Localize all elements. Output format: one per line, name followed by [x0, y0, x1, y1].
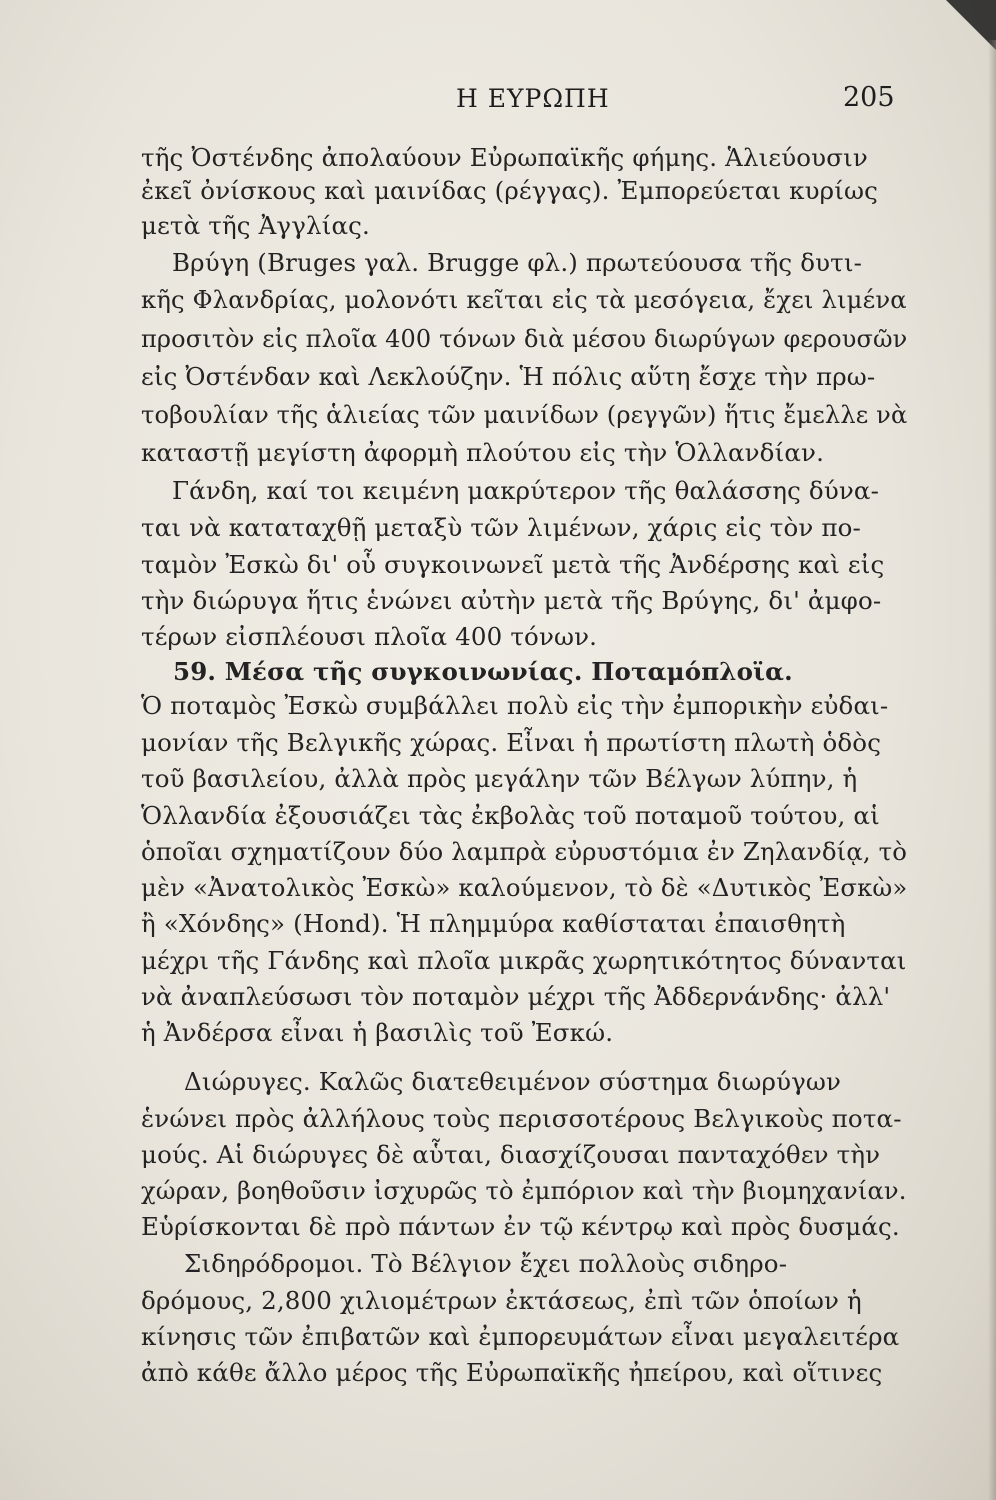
text-line: Εὑρίσκονται δὲ πρὸ πάντων ἐν τῷ κέντρῳ καὶ πρὸς δυσμάς.	[141, 1212, 900, 1241]
text-line: ταμὸν Ἐσκὼ δι' οὗ συγκοινωνεῖ μετὰ τῆς Ἀνδέρσης καὶ εἰς	[141, 550, 885, 579]
text-line: τὴν διώρυγα ἥτις ἑνώνει αὐτὴν μετὰ τῆς Βρύγης, δι' ἀμφο-	[141, 586, 882, 615]
text-line: ται νὰ καταταχθῇ μεταξὺ τῶν λιμένων, χάρις εἰς τὸν πο-	[141, 513, 861, 542]
text-line: χώραν, βοηθοῦσιν ἰσχυρῶς τὸ ἐμπόριον καὶ τὴν βιομηχανίαν.	[141, 1176, 907, 1205]
text-line: εἰς Ὀστένδαν καὶ Λεκλούζην. Ἡ πόλις αὕτη ἔσχε τὴν πρω-	[141, 362, 876, 391]
page-number: 205	[843, 82, 895, 113]
section-heading: 59. Μέσα τῆς συγκοινωνίας. Ποταμόπλοϊα.	[173, 657, 793, 686]
text-line: ἢ «Χόνδης» (Hond). Ἡ πλημμύρα καθίσταται ἐπαισθητὴ	[141, 909, 846, 938]
text-line: τῆς Ὀστένδης ἀπολαύουν Εὐρωπαϊκῆς φήμης. Ἁλιεύουσιν	[141, 143, 868, 172]
text-line: Γάνδη, καί τοι κειμένη μακρύτερον τῆς θαλάσσης δύνα-	[172, 476, 880, 505]
text-line: Σιδηρόδρομοι. Τὸ Βέλγιον ἔχει πολλοὺς σιδηρο-	[184, 1249, 788, 1278]
text-line: μετὰ τῆς Ἀγγλίας.	[141, 211, 370, 240]
text-line: ἑνώνει πρὸς ἀλλήλους τοὺς περισσοτέρους Βελγικοὺς ποτα-	[141, 1104, 902, 1133]
text-line: προσιτὸν εἰς πλοῖα 400 τόνων διὰ μέσου διωρύγων φερουσῶν	[141, 324, 908, 353]
text-line: ἐκεῖ ὀνίσκους καὶ μαινίδας (ρέγγας). Ἐμπορεύεται κυρίως	[141, 176, 878, 205]
text-line: ἡ Ἀνδέρσα εἶναι ἡ βασιλὶς τοῦ Ἐσκώ.	[141, 1018, 614, 1047]
text-line: τοῦ βασιλείου, ἀλλὰ πρὸς μεγάλην τῶν Βέλγων λύπην, ἡ	[141, 764, 858, 793]
text-line: νὰ ἀναπλεύσωσι τὸν ποταμὸν μέχρι τῆς Ἀδδερνάνδης· ἀλλ'	[141, 982, 891, 1011]
text-line: ἀπὸ κάθε ἄλλο μέρος τῆς Εὐρωπαϊκῆς ἠπείρου, καὶ οἵτινες	[141, 1358, 883, 1387]
text-line: ὁποῖαι σχηματίζουν δύο λαμπρὰ εὐρυστόμια ἐν Ζηλανδίᾳ, τὸ	[141, 837, 908, 866]
text-line: κῆς Φλανδρίας, μολονότι κεῖται εἰς τὰ μεσόγεια, ἔχει λιμένα	[141, 285, 907, 314]
text-line: Ὁ ποταμὸς Ἐσκὼ συμβάλλει πολὺ εἰς τὴν ἐμπορικὴν εὐδαι-	[141, 691, 889, 720]
text-line: Διώρυγες. Καλῶς διατεθειμένον σύστημα διωρύγων	[184, 1067, 842, 1096]
text-line: τοβουλίαν τῆς ἁλιείας τῶν μαινίδων (ρεγγῶν) ἥτις ἔμελλε νὰ	[141, 400, 908, 429]
text-line: Ὁλλανδία ἐξουσιάζει τὰς ἐκβολὰς τοῦ ποταμοῦ τούτου, αἱ	[141, 801, 880, 830]
text-line: τέρων εἰσπλέουσι πλοῖα 400 τόνων.	[141, 622, 598, 651]
text-line: κίνησις τῶν ἐπιβατῶν καὶ ἐμπορευμάτων εἶναι μεγαλειτέρα	[141, 1322, 900, 1351]
text-line: καταστῇ μεγίστη ἀφορμὴ πλούτου εἰς τὴν Ὁλλανδίαν.	[141, 438, 825, 467]
text-line: μὲν «Ἀνατολικὸς Ἐσκὼ» καλούμενον, τὸ δὲ «Δυτικὸς Ἐσκὼ»	[141, 873, 908, 902]
running-header-title: Η ΕΥΡΩΠΗ	[456, 84, 610, 113]
text-line: δρόμους, 2,800 χιλιομέτρων ἐκτάσεως, ἐπὶ τῶν ὁποίων ἡ	[141, 1286, 862, 1315]
text-line: μονίαν τῆς Βελγικῆς χώρας. Εἶναι ἡ πρωτίστη πλωτὴ ὁδὸς	[141, 728, 882, 757]
text-line: Βρύγη (Bruges γαλ. Brugge φλ.) πρωτεύουσα τῆς δυτι-	[172, 248, 863, 277]
text-line: μέχρι τῆς Γάνδης καὶ πλοῖα μικρᾶς χωρητικότητος δύνανται	[141, 946, 907, 975]
text-line: μούς. Αἱ διώρυγες δὲ αὗται, διασχίζουσαι πανταχόθεν τὴν	[141, 1140, 881, 1169]
